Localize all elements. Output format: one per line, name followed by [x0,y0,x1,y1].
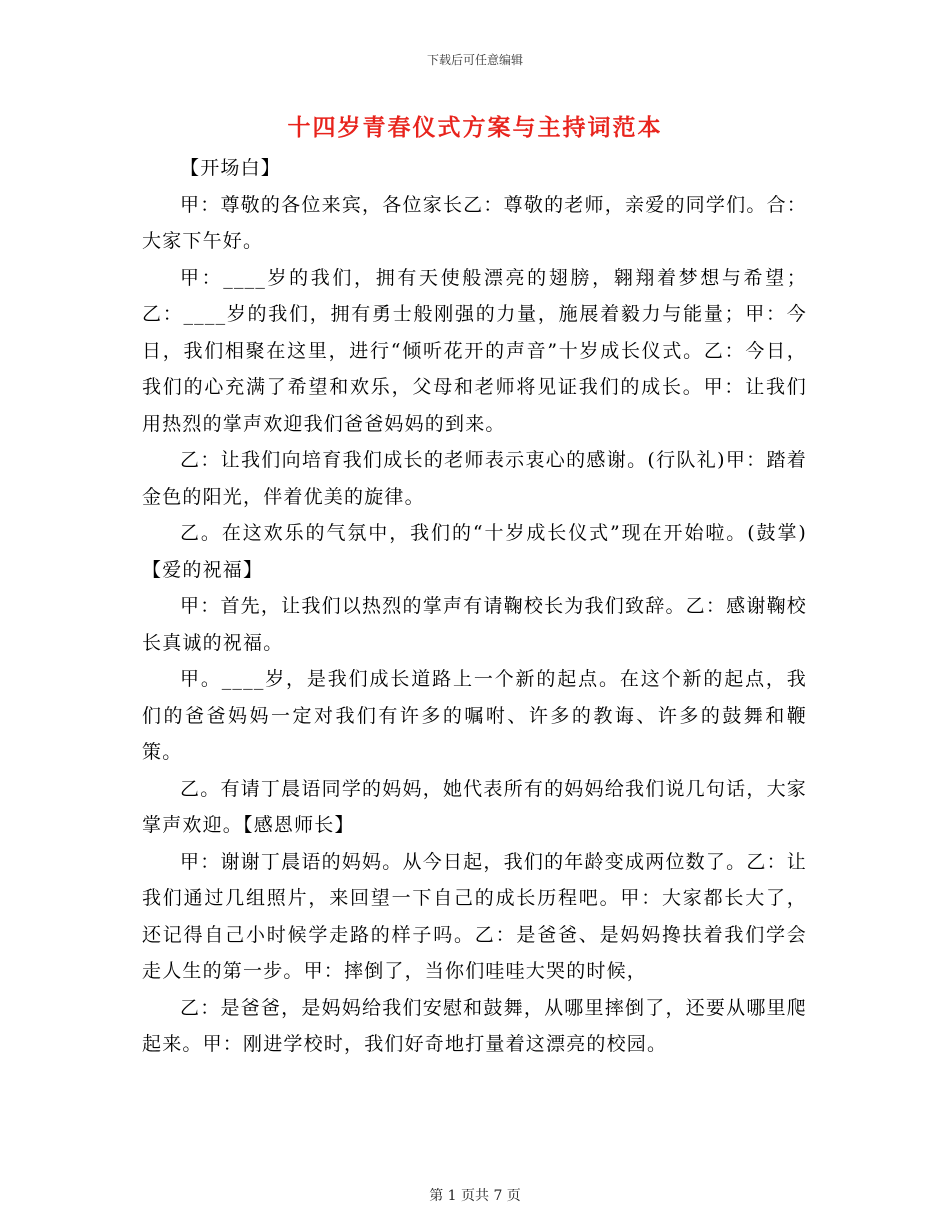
paragraph: 甲。____岁，是我们成长道路上一个新的起点。在这个新的起点，我们的爸爸妈妈一定对我们有许多的嘱咐、许多的教诲、许多的鼓舞和鞭策。 [142,668,807,763]
paragraph: 甲：尊敬的各位来宾，各位家长乙：尊敬的老师，亲爱的同学们。合：大家下午好。 [142,193,807,252]
paragraph: 甲：____岁的我们，拥有天使般漂亮的翅膀，翱翔着梦想与希望；乙：____岁的我们，拥有勇士般刚强的力量，施展着毅力与能量；甲：今日，我们相聚在这里，进行“倾听花开的声音”十岁成长仪式。乙：今日，我们的心充满了希望和欢乐，父母和老师将见证我们的成长。甲：让我们用热烈的掌声欢迎我们爸爸妈妈的到来。 [142,266,807,435]
paragraph: 甲：首先，让我们以热烈的掌声有请鞠校长为我们致辞。乙：感谢鞠校长真诚的祝福。 [142,595,807,654]
paragraph: 甲：谢谢丁晨语的妈妈。从今日起，我们的年龄变成两位数了。乙：让我们通过几组照片，来回望一下自己的成长历程吧。甲：大家都长大了，还记得自己小时候学走路的样子吗。乙：是爸爸、是妈妈搀扶着我们学会走人生的第一步。甲：摔倒了，当你们哇哇大哭的时候， [142,850,807,982]
paragraph: 乙。在这欢乐的气氛中，我们的“十岁成长仪式”现在开始啦。(鼓掌)【爱的祝福】 [142,522,807,581]
document-body [142,150,807,1063]
paragraph: 乙。有请丁晨语同学的妈妈，她代表所有的妈妈给我们说几句话，大家掌声欢迎。【感恩师长】 [142,777,807,836]
paragraph: 乙：是爸爸，是妈妈给我们安慰和鼓舞，从哪里摔倒了，还要从哪里爬起来。甲：刚进学校时，我们好奇地打量着这漂亮的校园。 [142,996,807,1055]
document-title: 十四岁青春仪式方案与主持词范本 [287,114,663,141]
page-number-footer: 第 1 页共 7 页 [429,1188,521,1204]
paragraph: 乙：让我们向培育我们成长的老师表示衷心的感谢。(行队礼)甲：踏着金色的阳光，伴着优美的旋律。 [142,449,807,508]
paragraph: 【开场白】 [180,157,282,179]
page-header-note: 下载后可任意编辑 [426,53,523,67]
